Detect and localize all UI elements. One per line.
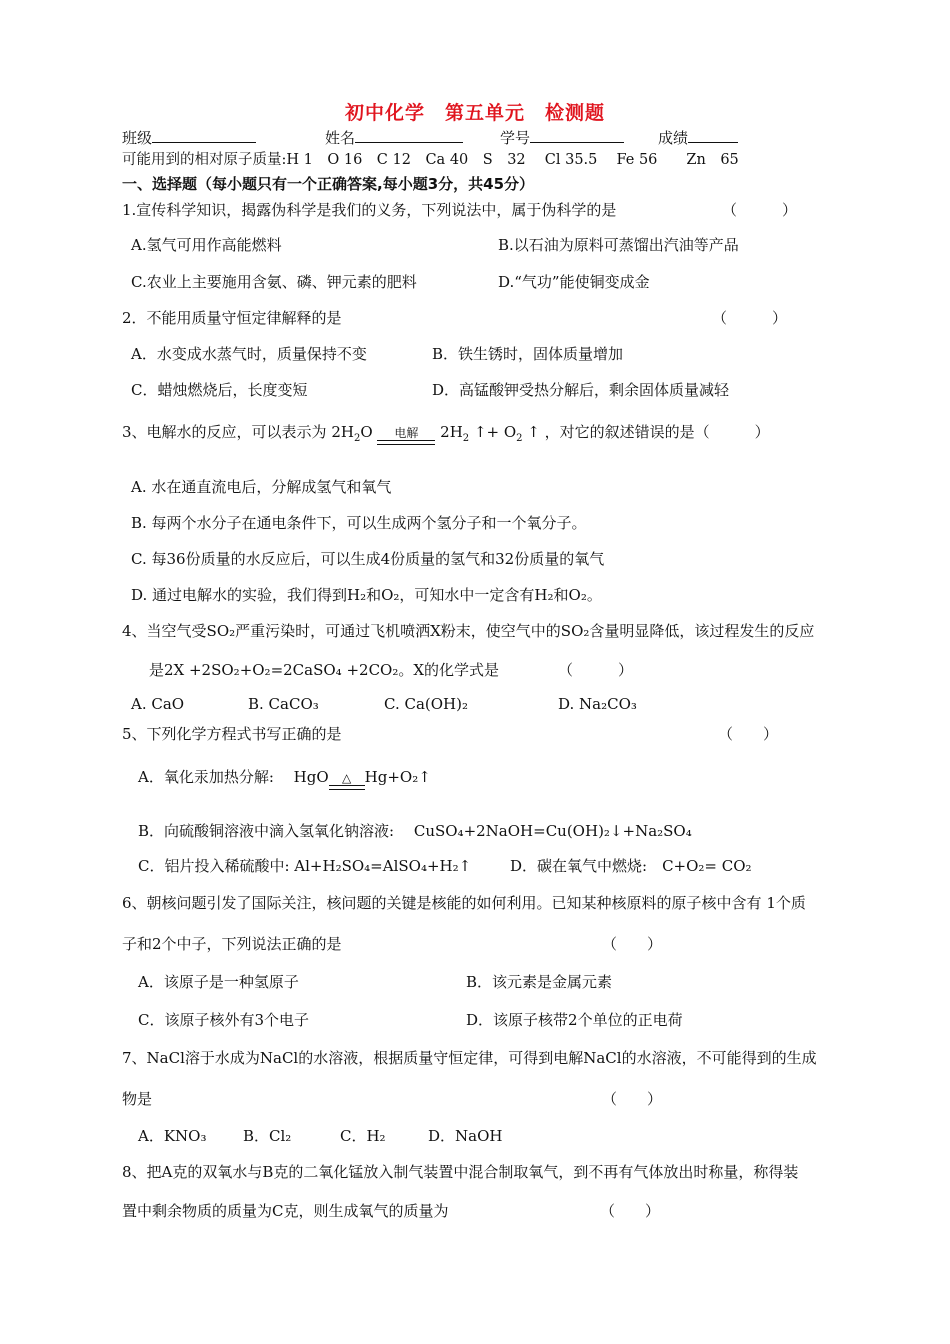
q6-option-d[interactable]: D．该原子核带2个单位的正电荷 [466,1011,683,1029]
q6-option-c[interactable]: C．该原子核外有3个电子 [138,1011,310,1029]
q6-stem-line1: 6、朝核问题引发了国际关注，核问题的关键是核能的如何利用。已知某种核原料的原子核中含有 1个质 [122,894,806,912]
q5-option-c[interactable]: C．铝片投入稀硫酸中: Al+H₂SO₄=AlSO₄+H₂↑ [138,857,472,875]
q2-stem: 2．不能用质量守恒定律解释的是 [122,309,342,327]
q2-option-c[interactable]: C．蜡烛燃烧后，长度变短 [131,381,308,399]
q5-option-b[interactable]: B．向硫酸铜溶液中滴入氢氧化钠溶液: CuSO₄+2NaOH=Cu(OH)₂↓+Na₂SO₄ [138,822,692,840]
q2-answer-bracket[interactable]: （ ） [712,309,788,327]
q4-option-a[interactable]: A. CaO [131,695,185,713]
q7-option-c[interactable]: C．H₂ [340,1127,386,1145]
q5-option-a[interactable] [138,767,431,788]
name-field [325,126,463,148]
q6-stem-line2: 子和2个中子，下列说法正确的是 [122,935,342,953]
q3-stem-post: ，对它的叙述错误的是（ ） [544,423,770,441]
score-field [658,126,738,148]
q7-stem-line2: 物是 [122,1090,153,1108]
q1-answer-bracket[interactable]: （ ） [722,201,798,219]
q1-option-a[interactable]: A.氢气可用作高能燃料 [131,236,282,254]
q8-answer-bracket[interactable]: （ ） [600,1202,661,1220]
q3-option-a[interactable]: A. 水在通直流电后，分解成氢气和氧气 [131,478,392,496]
name-blank[interactable] [355,126,463,143]
q6-option-a[interactable]: A．该原子是一种氢原子 [138,973,299,991]
q3-option-c[interactable]: C. 每36份质量的水反应后，可以生成4份质量的氢气和32份质量的氧气 [131,550,605,568]
q5-answer-bracket[interactable]: （ ） [718,725,779,743]
q1-option-c[interactable]: C.农业上主要施用含氨、磷、钾元素的肥料 [131,273,417,291]
q4-option-d[interactable]: D. Na₂CO₃ [558,695,637,713]
q4-stem-line2: 是2X +2SO₂+O₂=2CaSO₄ +2CO₂。X的化学式是 [149,661,500,679]
electrolysis-condition: 电解 [377,423,435,443]
student-id-label: 学号 [500,129,531,147]
q7-option-b[interactable]: B．Cl₂ [243,1127,292,1145]
q4-option-b[interactable]: B. CaCO₃ [248,695,319,713]
q6-answer-bracket[interactable]: （ ） [602,935,663,953]
q8-stem-line2: 置中剩余物质的质量为C克，则生成氧气的质量为 [122,1202,449,1220]
q3-option-b[interactable]: B. 每两个水分子在通电条件下，可以生成两个氢分子和一个氧分子。 [131,514,587,532]
q7-answer-bracket[interactable]: （ ） [602,1090,663,1108]
q7-option-a[interactable]: A．KNO₃ [138,1127,207,1145]
page-title: 初中化学 第五单元 检测题 [344,102,605,124]
q4-option-c[interactable]: C. Ca(OH)₂ [384,695,468,713]
q5-option-a-pre: A．氧化汞加热分解: HgO [138,768,329,786]
score-label: 成绩 [658,129,689,147]
q6-option-b[interactable]: B．该元素是金属元素 [466,973,613,991]
q1-option-b[interactable]: B.以石油为原料可蒸馏出汽油等产品 [498,236,739,254]
q2-option-a[interactable]: A．水变成水蒸气时，质量保持不变 [131,345,367,363]
q5-option-a-post: Hg+O₂↑ [364,768,431,786]
q5-option-d[interactable]: D．碳在氧气中燃烧: C+O₂= CO₂ [510,857,752,875]
q1-option-d[interactable]: D.“气功”能使铜变成金 [498,273,650,291]
student-id-field [500,126,624,148]
section-heading: 一、选择题（每小题只有一个正确答案,每小题3分，共45分） [122,175,535,193]
q3-stem-pre: 3、电解水的反应，可以表示为 2H [122,423,354,441]
q2-option-b[interactable]: B．铁生锈时，固体质量增加 [432,345,624,363]
class-field [122,126,256,148]
atomic-masses: 可能用到的相对原子质量:H 1 O 16 C 12 Ca 40 S 32 Cl 35.5 Fe 56 Zn 65 [122,152,739,168]
q4-answer-bracket[interactable]: （ ） [558,661,634,679]
heat-condition: △ [329,768,365,788]
q7-stem-line1: 7、NaCl溶于水成为NaCl的水溶液，根据质量守恒定律，可得到电解NaCl的水溶液，不可能得到的生成 [122,1049,817,1067]
q5-stem: 5、下列化学方程式书写正确的是 [122,725,342,743]
q1-stem: 1.宣传科学知识，揭露伪科学是我们的义务，下列说法中，属于伪科学的是 [122,201,617,219]
q4-stem-line1: 4、当空气受SO₂严重污染时，可通过飞机喷洒X粉末，使空气中的SO₂含量明显降低，该过程发生的反应 [122,622,815,640]
class-blank[interactable] [152,126,256,143]
q8-stem-line1: 8、把A克的双氧水与B克的二氧化锰放入制气装置中混合制取氧气，到不再有气体放出时称量，称得装 [122,1163,799,1181]
q2-option-d[interactable]: D．高锰酸钾受热分解后，剩余固体质量减轻 [432,381,730,399]
student-id-blank[interactable] [530,126,624,143]
q7-option-d[interactable]: D．NaOH [428,1127,503,1145]
q3-stem: 3、电解水的反应，可以表示为 $2H_2O$ 电解 $2H_2$ ↑+ $O_2$ ↑ ，对它的叙述错误的是（ ） [122,423,770,444]
name-label: 姓名 [325,129,356,147]
class-label: 班级 [122,129,153,147]
q3-option-d[interactable]: D. 通过电解水的实验，我们得到H₂和O₂，可知水中一定含有H₂和O₂。 [131,586,602,604]
score-blank[interactable] [688,126,738,143]
